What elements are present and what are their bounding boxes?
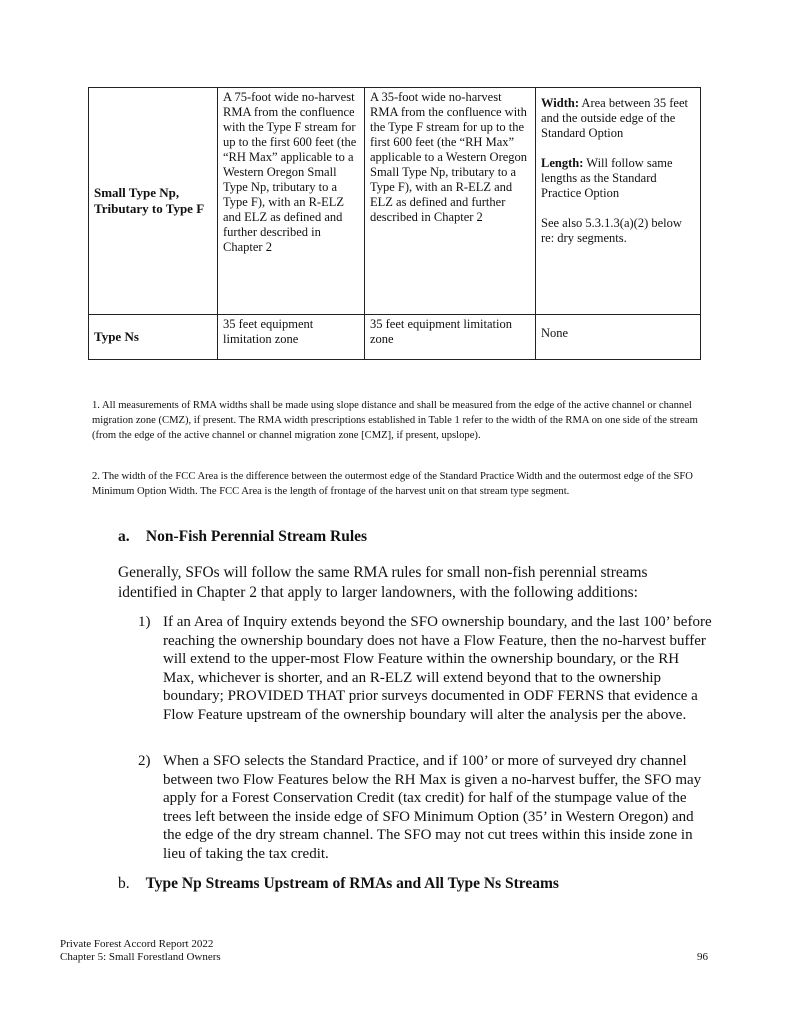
table-cell: 35 feet equipment limitation zone [365,315,536,360]
section-a-intro: Generally, SFOs will follow the same RMA rules for small non-fish perennial streams identified in Chapter 2 that apply to larger landowners, with the following additions: [118,564,648,601]
footnote-1: 1. All measurements of RMA widths shall be made using slope distance and shall be measured from the edge of the active channel or channel migration zone (CMZ), if present. The RMA width prescriptions established in Table 1 refer to the width of the RMA on one side of the stream (from the edge of the active channel or channel migration zone [CMZ], if present, upslope). [92,400,698,441]
list-item [138,613,713,725]
section-b-heading [118,875,559,893]
list-item-number: 2) [138,753,151,769]
section-a-heading [118,528,367,546]
page-footer [60,938,221,964]
length-text: Will follow same lengths as the Standard Practice Option [541,156,673,200]
page-number: 96 [697,951,708,963]
table-cell: A 35-foot wide no-harvest RMA from the confluence with the Type F stream for up to the first 600 feet (the “RH Max” applicable to a Western Oregon Small Type Np, tributary to a Type F), with an R-ELZ and ELZ as defined and further described in Chapter 2 [365,88,536,315]
table-row [89,88,701,315]
length-label: Length: [541,156,584,170]
list-item [138,752,713,864]
none-value: None [541,325,569,340]
section-a-label: a. [118,528,130,545]
row-label: Type Ns [89,315,218,360]
width-entry [541,96,695,141]
footer-chapter-title: Chapter 5: Small Forestland Owners [60,951,221,963]
footnote-2: 2. The width of the FCC Area is the difference between the outermost edge of the Standard Practice Width and the outermost edge of the SFO Minimum Option Width. The FCC Area is the length of frontage of the harvest unit on that stream type segment. [92,471,693,497]
width-label: Width: [541,96,579,110]
length-entry [541,156,695,201]
table-cell [536,88,701,315]
section-b-title: Type Np Streams Upstream of RMAs and All Type Ns Streams [145,875,559,892]
width-text: Area between 35 feet and the outside edge of the Standard Option [541,96,688,140]
table-cell: 35 feet equipment limitation zone [218,315,365,360]
row-label: Small Type Np, Tributary to Type F [89,88,218,315]
section-a-title: Non-Fish Perennial Stream Rules [145,528,368,545]
table-cell [536,315,701,360]
list-item-number: 1) [138,614,151,630]
footer-report-title: Private Forest Accord Report 2022 [60,938,214,950]
list-item-text: When a SFO selects the Standard Practice, and if 100’ or more of surveyed dry channel between two Flow Features below the RH Max is given a no-harvest buffer, the SFO may apply for a Forest Conservation Credit (tax credit) for half of the stumpage value of the trees left between the inside edge of SFO Minimum Option (35’ in Western Oregon) and the edge of the dry stream channel. The SFO may not cut trees within this inside zone in lieu of taking the tax credit. [163,753,702,862]
see-also-text: See also 5.3.1.3(a)(2) below re: dry segments. [541,216,682,245]
rma-table [88,87,701,360]
table-row [89,315,701,360]
list-item-text: If an Area of Inquiry extends beyond the SFO ownership boundary, and the last 100’ before reaching the ownership boundary does not have a Flow Feature, then the no-harvest buffer will extend to the upper-most Flow Feature within the ownership boundary, or the RH Max, whichever is shorter, and an R-ELZ will extend beyond that to the ownership boundary; PROVIDED THAT prior surveys documented in ODF FERNS that evidence a Flow Feature upstream of the ownership boundary will alter the analysis per the above. [163,614,712,723]
section-b-label: b. [118,875,130,892]
table-cell: A 75-foot wide no-harvest RMA from the confluence with the Type F stream for up to the first 600 feet (the “RH Max” applicable to a Western Oregon Small Type Np, tributary to a Type F), with an R-ELZ and ELZ as defined and further described in Chapter 2 [218,88,365,315]
